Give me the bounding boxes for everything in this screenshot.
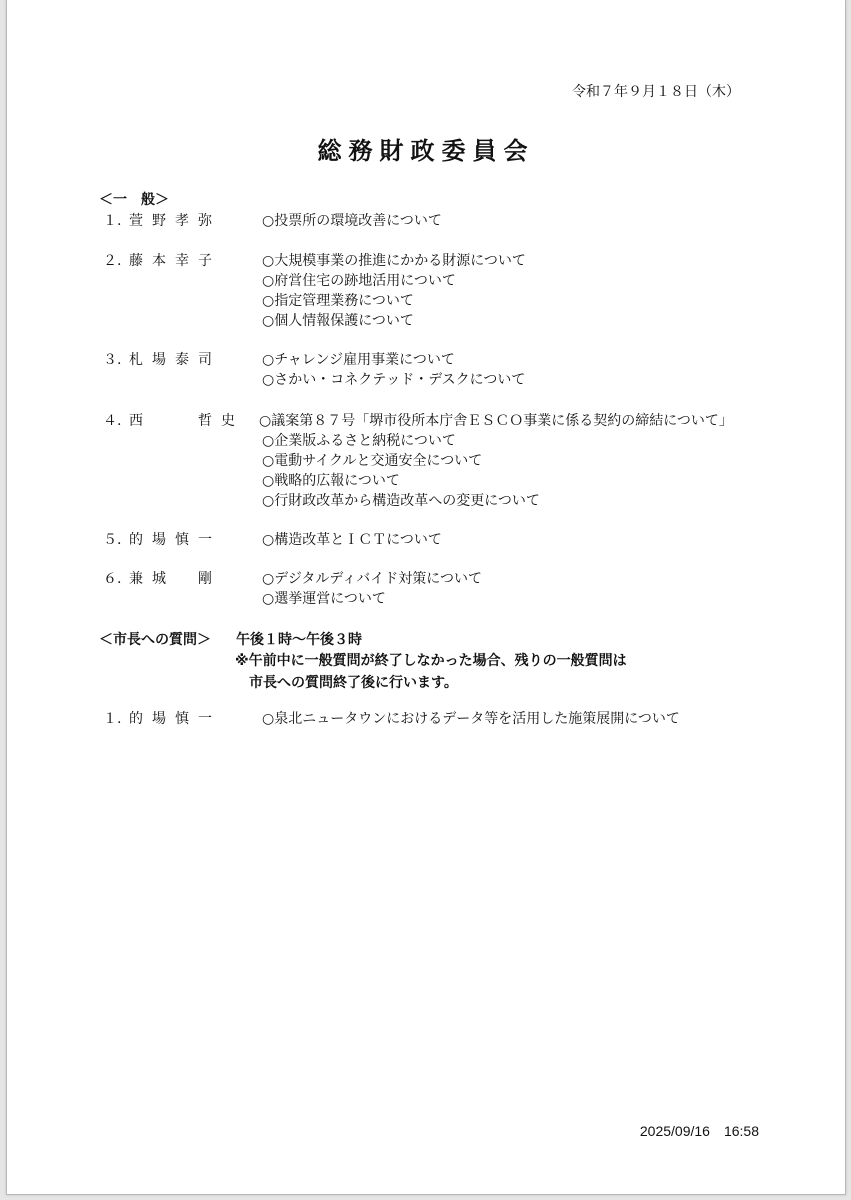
- topic-item: ○議案第８７号「堺市役所本庁舎ＥＳＣＯ事業に係る契約の締結について」: [259, 413, 733, 429]
- entry-number: ３.: [103, 352, 122, 368]
- note-line-1: ※午前中に一般質問が終了しなかった場合、残りの一般質問は: [235, 653, 627, 669]
- topic-item: ○泉北ニュータウンにおけるデータ等を活用した施策展開について: [262, 711, 680, 727]
- topic-item: ○チャレンジ雇用事業について: [262, 352, 455, 368]
- questioner-name: 的場慎一: [129, 711, 221, 727]
- topic-item: ○デジタルディバイド対策について: [262, 571, 482, 587]
- topic-item: ○戦略的広報について: [262, 473, 400, 489]
- document-page: [6, 0, 846, 1195]
- questioner-name: 西 哲史: [129, 413, 244, 429]
- entry-number: １.: [103, 213, 122, 229]
- topic-item: ○府営住宅の跡地活用について: [262, 273, 456, 289]
- questioner-name: 萱野孝弥: [129, 213, 221, 229]
- topic-item: ○選挙運営について: [262, 591, 386, 607]
- topic-item: ○投票所の環境改善について: [262, 213, 442, 229]
- questioner-name: 札場泰司: [129, 352, 221, 368]
- entry-number: ４.: [103, 413, 122, 429]
- note-line-2: 市長への質問終了後に行います。: [249, 675, 458, 691]
- entry-number: ６.: [103, 571, 122, 587]
- entry-number: １.: [103, 711, 122, 727]
- topic-item: ○個人情報保護について: [262, 313, 414, 329]
- general-section-heading: ＜一 般＞: [99, 192, 169, 208]
- print-timestamp: 2025/09/16 16:58: [639, 1123, 759, 1139]
- mayor-question-time: 午後１時～午後３時: [236, 632, 362, 648]
- questioner-name: 藤本幸子: [129, 253, 221, 269]
- topic-list: [262, 709, 680, 729]
- topic-item: ○構造改革とＩＣＴについて: [262, 532, 442, 548]
- topic-list: [259, 411, 733, 511]
- entry-number: ５.: [103, 532, 122, 548]
- topic-item: ○大規模事業の推進にかかる財源について: [262, 253, 526, 269]
- topic-list: [262, 251, 526, 331]
- topic-item: ○電動サイクルと交通安全について: [262, 453, 483, 469]
- topic-list: [262, 569, 482, 609]
- topic-item: ○行財政改革から構造改革への変更について: [262, 493, 540, 509]
- topic-item: ○さかい・コネクテッド・デスクについて: [262, 372, 526, 388]
- mayor-section-note: [235, 650, 627, 694]
- topic-list: [262, 211, 442, 231]
- questioner-name: 的場慎一: [129, 532, 221, 548]
- page-title: 総務財政委員会: [317, 137, 535, 165]
- topic-item: ○指定管理業務について: [262, 293, 414, 309]
- meeting-date: 令和７年９月１８日（木）: [572, 84, 740, 100]
- entry-number: ２.: [103, 253, 122, 269]
- topic-item: ○企業版ふるさと納税について: [262, 433, 456, 449]
- topic-list: [262, 350, 525, 390]
- topic-list: [262, 530, 442, 550]
- questioner-name: 兼城 剛: [129, 571, 221, 587]
- mayor-section-heading: ＜市長への質問＞: [99, 632, 211, 648]
